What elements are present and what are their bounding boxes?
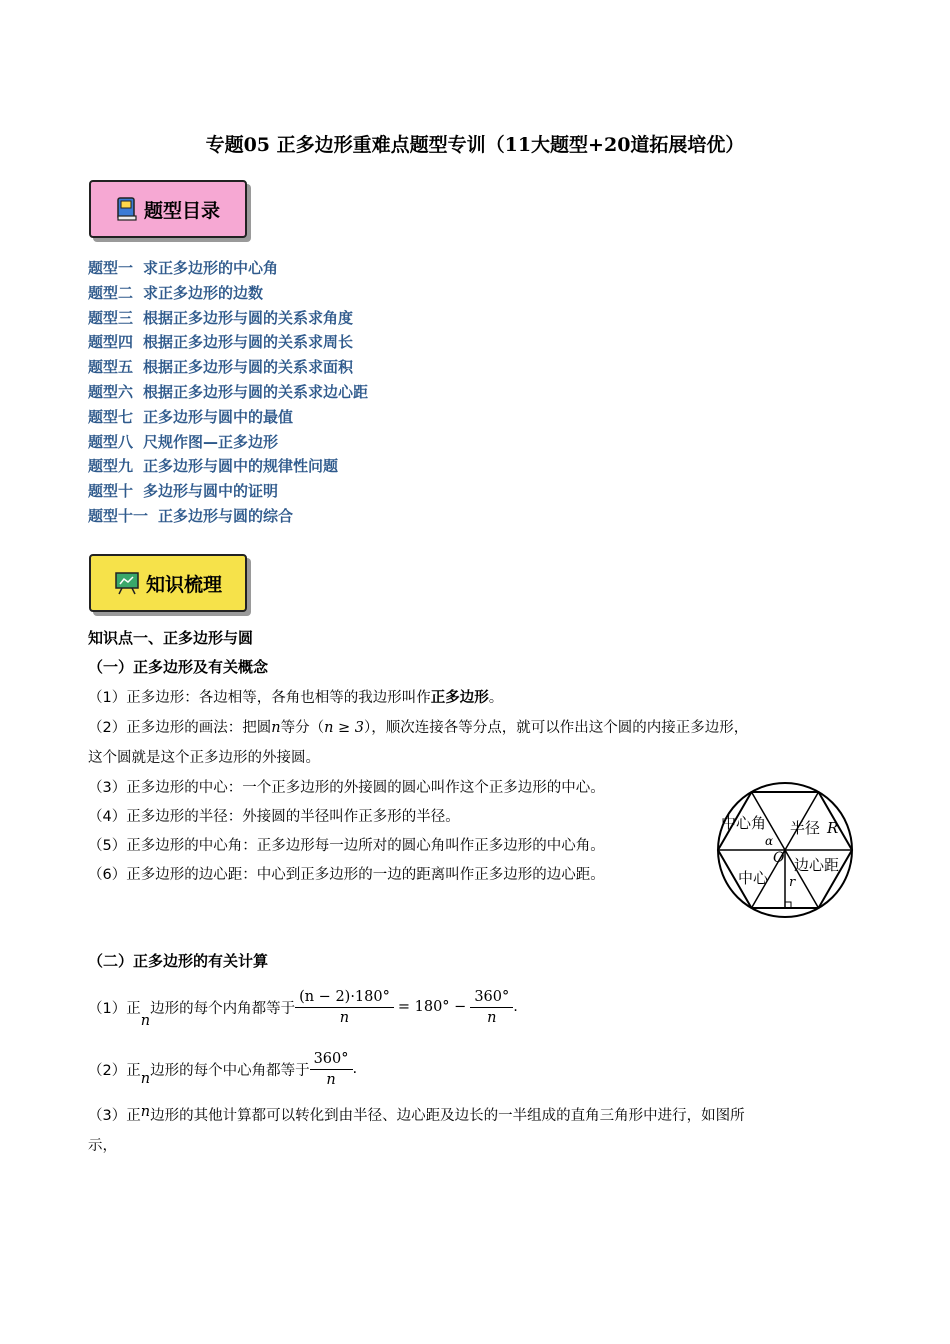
label-alpha: α: [765, 834, 774, 848]
toc-list: [88, 256, 368, 529]
knowledge-banner-text: 知识梳理: [145, 573, 222, 596]
subheading: （二）正多边形的有关计算: [88, 952, 269, 970]
formula-interior-angle: （1）正 n 边形的每个内角都等于 $\frac{(n - 2)\cdot 180^\circ}{n}$ = 180° − $\frac{360^\circ}{n}$ .: [88, 988, 518, 1029]
paragraph: （2）正多边形的画法：把圆n等分（n ≥ 3），顺次连接各等分点，就可以作出这个圆的内接正多边形，: [88, 720, 749, 736]
fraction: $\frac{(n - 2)\cdot 180^\circ}{n}$: [295, 989, 394, 1026]
paragraph: （3）正n边形的其他计算都可以转化到由半径、边心距及边长的一半组成的直角三角形中进行，如图所: [88, 1104, 745, 1124]
subheading: （一）正多边形及有关概念: [88, 658, 269, 676]
toc-item[interactable]: 题型四 根据正多边形与圆的关系求周长: [88, 333, 354, 352]
label-R: R: [827, 819, 839, 837]
label-r: r: [789, 875, 796, 890]
paragraph: （6）正多边形的边心距：中心到正多边形的一边的距离叫作正多边形的边心距。: [88, 867, 605, 883]
toc-item[interactable]: 题型二 求正多边形的边数: [88, 283, 264, 302]
knowledge-banner: [89, 554, 247, 612]
fraction: $\frac{360^\circ}{n}$: [310, 1051, 353, 1088]
toc-item[interactable]: 题型五 根据正多边形与圆的关系求面积: [88, 358, 354, 377]
toc-item[interactable]: 题型八 尺规作图—正多边形: [88, 432, 279, 451]
section-heading: 知识点一、正多边形与圆: [88, 629, 254, 647]
label-O: O: [773, 850, 785, 866]
toc-item[interactable]: 题型一 求正多边形的中心角: [88, 259, 279, 277]
paragraph: （1）正多边形：各边相等，各角也相等的我边形叫作正多边形。: [88, 690, 504, 706]
toc-item[interactable]: 题型七 正多边形与圆中的最值: [88, 407, 294, 426]
book-icon: [116, 196, 138, 222]
label-apothem: 边心距: [794, 856, 840, 874]
paragraph: （3）正多边形的中心：一个正多边形的外接圆的圆心叫作这个正多边形的中心。: [88, 780, 605, 796]
page-title: 专题05 正多边形重难点题型专训（11大题型+20道拓展培优）: [205, 134, 745, 156]
label-radius: 半径: [790, 819, 821, 837]
catalog-banner-text: 题型目录: [143, 199, 220, 222]
toc-item[interactable]: 题型三 根据正多边形与圆的关系求角度: [88, 308, 354, 327]
formula-central-angle: （2）正 n 边形的每个中心角都等于 $\frac{360^\circ}{n}$ .: [88, 1050, 358, 1088]
paragraph: 这个圆就是这个正多边形的外接圆。: [88, 750, 320, 766]
blackboard-icon: [114, 571, 140, 595]
catalog-banner: [89, 180, 247, 238]
fraction: $\frac{360^\circ}{n}$: [470, 989, 513, 1026]
toc-item[interactable]: 题型十 多边形与圆中的证明: [88, 482, 279, 501]
paragraph: （5）正多边形的中心角：正多边形每一边所对的圆心角叫作正多边形的中心角。: [88, 838, 605, 854]
toc-item[interactable]: 题型九 正多边形与圆中的规律性问题: [88, 457, 339, 476]
toc-item[interactable]: 题型六 根据正多边形与圆的关系求边心距: [88, 382, 369, 401]
paragraph: 示，: [88, 1138, 117, 1154]
label-center: 中心: [738, 869, 769, 887]
paragraph: （4）正多边形的半径：外接圆的半径叫作正多形的半径。: [88, 809, 460, 825]
toc-item[interactable]: 题型十一 正多边形与圆的综合: [88, 506, 294, 525]
regular-hexagon-diagram: [710, 775, 860, 925]
label-center-angle: 中心角: [721, 814, 767, 832]
